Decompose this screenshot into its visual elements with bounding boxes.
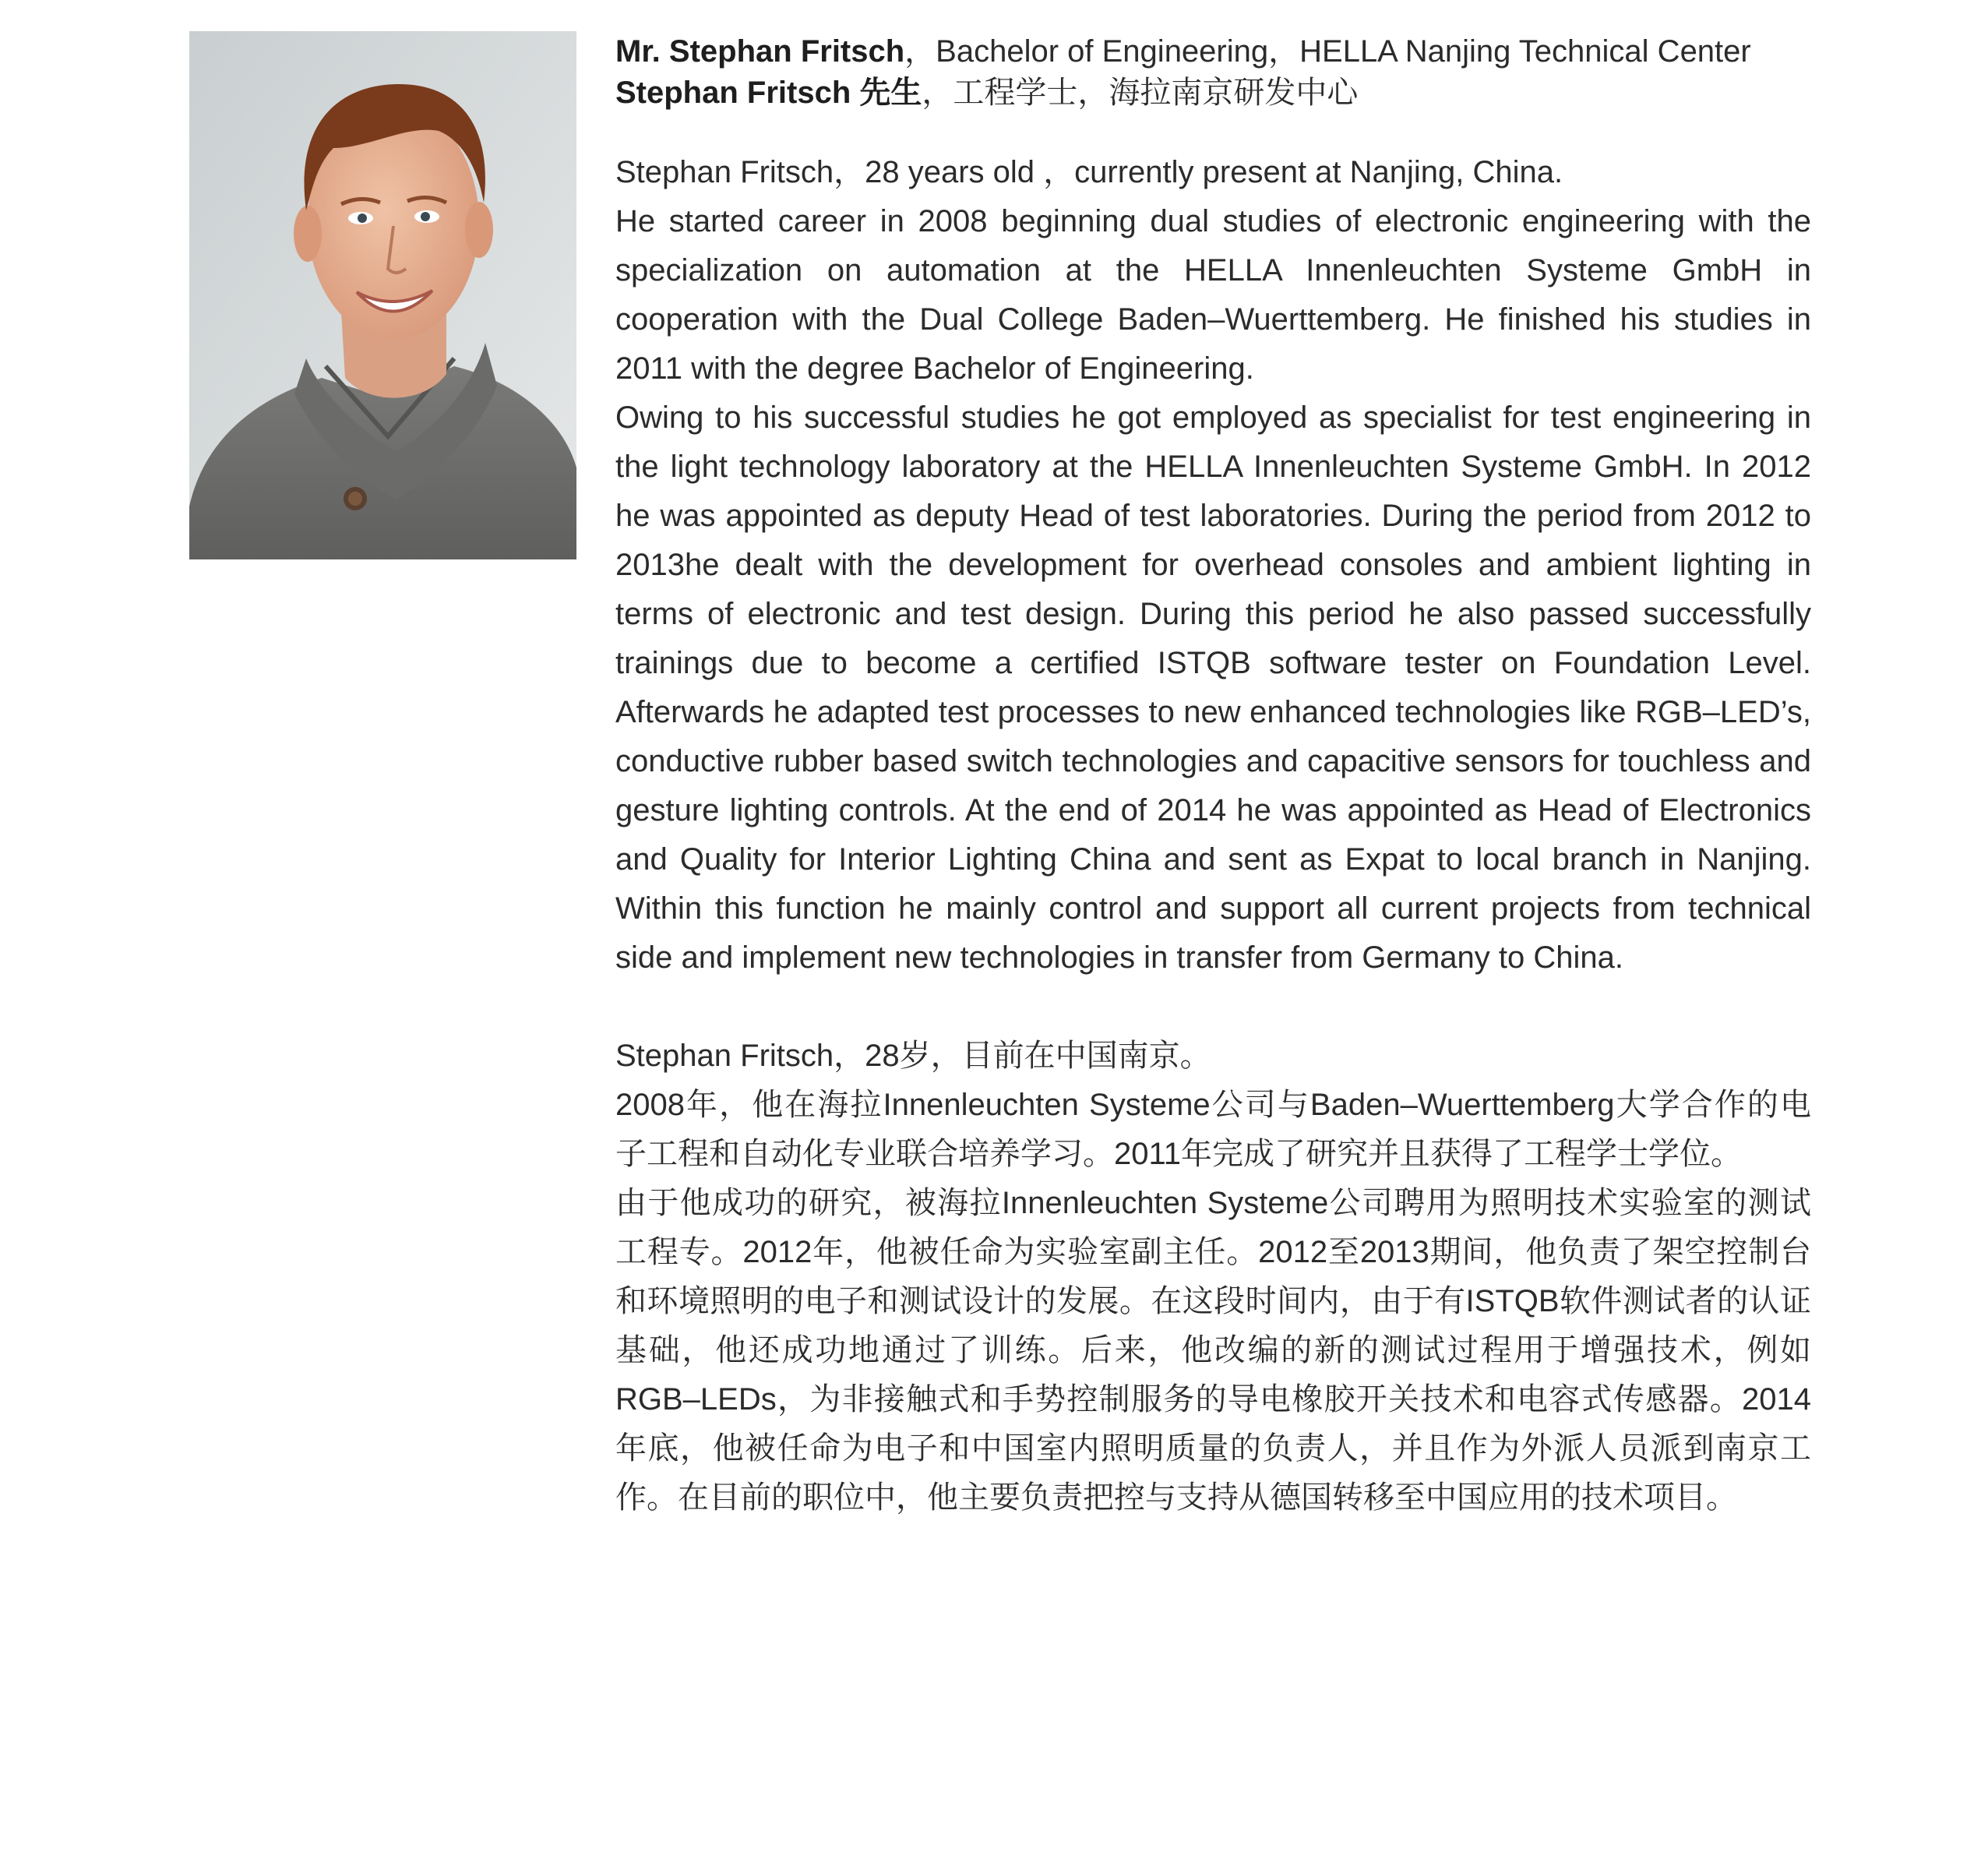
- bio-cn-paragraph-2: 2008年，他在海拉Innenleuchten Systeme公司与Baden–Wuerttemberg大学合作的电子工程和自动化专业联合培养学习。2011年完成了研究并且获得了工程学士学位。: [615, 1088, 1811, 1171]
- bio-cn-paragraph-1: Stephan Fritsch，28岁，目前在中国南京。: [615, 1039, 1211, 1073]
- bio-en-paragraph-2: He started career in 2008 beginning dual studies of electronic engineering with the specialization on automation at the HELLA Innenleuchten Systeme GmbH in cooperation with the Dual College Baden–Wuerttemberg. He finished his studies in 2011 with the degree Bachelor of Engineering.: [615, 204, 1811, 386]
- heading-chinese: [615, 72, 1811, 114]
- heading-separator: ，: [922, 76, 953, 110]
- biography-chinese: [615, 1032, 1811, 1522]
- title-english: Bachelor of Engineering，HELLA Nanjing Technical Center: [936, 34, 1751, 69]
- profile-content: [615, 31, 1811, 1522]
- heading-english: [615, 31, 1811, 72]
- portrait-icon: [189, 31, 576, 559]
- portrait-photo: [189, 31, 576, 559]
- name-english: Mr. Stephan Fritsch: [615, 34, 905, 69]
- name-chinese: Stephan Fritsch 先生: [615, 76, 922, 110]
- biography-english: [615, 148, 1811, 983]
- heading-separator: ，: [904, 34, 936, 69]
- title-chinese: 工程学士，海拉南京研发中心: [953, 76, 1359, 110]
- bio-en-paragraph-3: Owing to his successful studies he got employed as specialist for test engineering in the light technology laboratory at the HELLA Innenleuchten Systeme GmbH. In 2012 he was appointed as deputy Head of test laboratories. During the period from 2012 to 2013he dealt with the development for overhead consoles and ambient lighting in terms of electronic and test design. During this period he also passed successfully trainings due to become a certified ISTQB software tester on Foundation Level. Afterwards he adapted test processes to new enhanced technologies like RGB–LED’s, conductive rubber based switch technologies and capacitive sensors for touchless and gesture lighting controls. At the end of 2014 he was appointed as Head of Electronics and Quality for Interior Lighting China and sent as Expat to local branch in Nanjing. Within this function he mainly control and support all current projects from technical side and implement new technologies in transfer from Germany to China.: [615, 400, 1811, 975]
- bio-en-paragraph-1: Stephan Fritsch，28 years old ，currently present at Nanjing, China.: [615, 155, 1563, 189]
- bio-cn-paragraph-3: 由于他成功的研究，被海拉Innenleuchten Systeme公司聘用为照明技术实验室的测试工程专。2012年，他被任命为实验室副主任。2012至2013期间，他负责了架空控制台和环境照明的电子和测试设计的发展。在这段时间内，由于有ISTQB软件测试者的认证基础，他还成功地通过了训练。后来，他改编的新的测试过程用于增强技术，例如RGB–LEDs，为非接触式和手势控制服务的导电橡胶开关技术和电容式传感器。2014年底，他被任命为电子和中国室内照明质量的负责人，并且作为外派人员派到南京工作。在目前的职位中，他主要负责把控与支持从德国转移至中国应用的技术项目。: [615, 1186, 1811, 1515]
